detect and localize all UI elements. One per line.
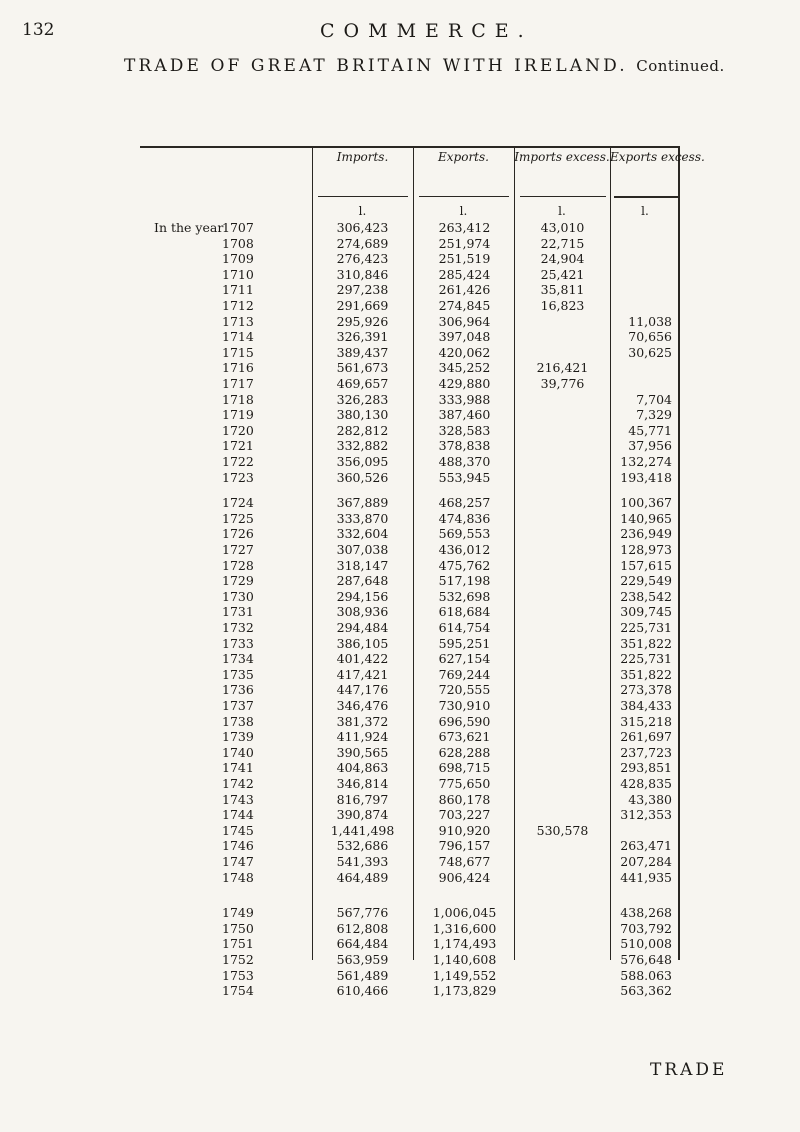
- cell-imports: 404,863: [336, 760, 389, 776]
- cell-exports-excess: 312,353: [620, 807, 672, 823]
- cell-year: 1732: [222, 620, 254, 635]
- cell-imports: 390,565: [336, 744, 389, 760]
- cell-exports: 306,964: [438, 313, 491, 329]
- table-row: [140, 936, 680, 952]
- table-row: [140, 952, 680, 968]
- cell-exports: 378,838: [438, 438, 491, 454]
- table-row: [140, 807, 680, 823]
- cell-imports: 1,441,498: [330, 822, 395, 838]
- cell-year: 1723: [222, 469, 254, 485]
- cell-year: 1708: [222, 235, 254, 251]
- cell-imports-excess: 35,811: [540, 282, 585, 298]
- cell-imports: 332,882: [336, 438, 389, 454]
- cell-year: 1730: [222, 588, 254, 604]
- cell-imports: 447,176: [336, 682, 389, 698]
- cell-year: 1707: [222, 220, 254, 235]
- cell-exports: 553,945: [438, 469, 491, 485]
- cell-exports-excess: 37,956: [628, 438, 672, 454]
- cell-year: 1733: [222, 635, 254, 651]
- cell-exports-excess: 576,648: [620, 952, 672, 967]
- cell-imports: 381,372: [336, 713, 389, 729]
- cell-imports-excess: 25,421: [540, 266, 585, 282]
- cell-exports-excess: 351,822: [620, 666, 672, 682]
- cell-year: 1753: [222, 967, 254, 983]
- cell-year: 1754: [222, 983, 254, 999]
- cell-exports-excess: 157,615: [620, 557, 672, 573]
- cell-imports: 291,669: [336, 298, 389, 313]
- cell-imports-excess: 39,776: [540, 376, 585, 391]
- cell-year: 1750: [222, 920, 254, 936]
- cell-exports: 1,173,829: [432, 983, 497, 999]
- cell-imports: 386,105: [336, 635, 389, 651]
- cell-year: 1713: [222, 313, 254, 329]
- cell-year: 1714: [222, 329, 254, 345]
- cell-year: 1742: [222, 776, 254, 791]
- cell-exports-excess: 30,625: [628, 344, 672, 360]
- cell-imports: 664,484: [336, 936, 389, 952]
- table-row: [140, 682, 680, 698]
- table-row: [140, 968, 680, 984]
- cell-exports: 345,252: [438, 360, 491, 376]
- cell-imports: 380,130: [336, 407, 389, 423]
- table-row: [140, 651, 680, 667]
- table-top-rule: [140, 146, 680, 148]
- cell-imports: 561,489: [336, 967, 389, 983]
- cell-imports: 816,797: [336, 791, 389, 807]
- cell-exports: 1,316,600: [432, 920, 497, 936]
- cell-exports-excess: 207,284: [620, 854, 672, 869]
- cell-year: 1721: [222, 438, 254, 454]
- cell-year: 1738: [222, 713, 254, 729]
- cell-exports: 468,257: [438, 495, 491, 511]
- cell-exports: 333,988: [438, 391, 491, 407]
- cell-imports: 294,484: [336, 620, 389, 635]
- header-underline: [318, 196, 408, 197]
- cell-exports: 627,154: [438, 651, 491, 667]
- cell-exports-excess: 315,218: [620, 713, 672, 729]
- table-row: [140, 792, 680, 808]
- cell-imports: 326,391: [336, 329, 389, 345]
- cell-imports: 610,466: [336, 983, 389, 999]
- table-row: [140, 745, 680, 761]
- cell-exports-excess: 229,549: [620, 573, 672, 589]
- cell-imports: 282,812: [336, 422, 389, 438]
- cell-exports-excess: 7,329: [636, 407, 672, 423]
- table-title: [124, 56, 800, 76]
- table-row: [140, 983, 680, 999]
- table-row: [140, 298, 680, 314]
- table-row: [140, 760, 680, 776]
- table-row: [140, 870, 680, 886]
- table-row: [140, 838, 680, 854]
- cell-exports-excess: 225,731: [620, 620, 672, 635]
- cell-imports: 276,423: [336, 251, 389, 267]
- unit-imports-excess: l.: [558, 204, 566, 218]
- cell-imports: 411,924: [336, 729, 389, 745]
- cell-exports-excess: 309,745: [620, 604, 672, 620]
- cell-year: 1743: [222, 791, 254, 807]
- table-row: [140, 698, 680, 714]
- cell-exports: 618,684: [438, 604, 491, 620]
- table-row: [140, 454, 680, 470]
- cell-exports-excess: 428,835: [620, 776, 672, 791]
- cell-exports: 775,650: [438, 776, 491, 791]
- table-row: [140, 854, 680, 870]
- cell-exports: 488,370: [438, 454, 491, 469]
- table-row: [140, 604, 680, 620]
- cell-year: 1728: [222, 557, 254, 573]
- cell-exports-excess: 351,822: [620, 635, 672, 651]
- cell-imports: 287,648: [336, 573, 389, 589]
- title-text: TRADE OF GREAT BRITAIN WITH IRELAND.: [124, 56, 628, 76]
- trade-table: [140, 146, 705, 999]
- cell-imports-excess: 216,421: [536, 360, 589, 376]
- cell-year: 1745: [222, 822, 254, 838]
- cell-exports: 698,715: [438, 760, 491, 776]
- cell-imports: 274,689: [336, 235, 389, 251]
- cell-imports: 469,657: [336, 376, 389, 391]
- table-row: [140, 376, 680, 392]
- cell-imports: 326,283: [336, 391, 389, 407]
- cell-year: 1719: [222, 407, 254, 423]
- cell-year: 1711: [222, 282, 254, 298]
- cell-year: 1725: [222, 510, 254, 526]
- cell-year: 1718: [222, 391, 254, 407]
- cell-imports: 390,874: [336, 807, 389, 823]
- cell-exports-excess: 261,697: [620, 729, 672, 745]
- cell-imports-excess: 16,823: [540, 298, 585, 313]
- cell-imports: 307,038: [336, 542, 389, 557]
- header-underline: [520, 196, 606, 197]
- cell-imports-excess: 22,715: [540, 235, 585, 251]
- cell-imports: 360,526: [336, 469, 389, 485]
- cell-exports: 628,288: [438, 744, 491, 760]
- cell-exports-excess: 128,973: [620, 542, 672, 557]
- cell-exports-excess: 263,471: [620, 838, 672, 854]
- cell-exports: 532,698: [438, 588, 491, 604]
- table-row: [140, 573, 680, 589]
- table-row: [140, 470, 680, 486]
- cell-imports: 464,489: [336, 869, 389, 885]
- cell-year: 1740: [222, 744, 254, 760]
- cell-year: 1716: [222, 360, 254, 376]
- cell-imports: 346,476: [336, 698, 389, 713]
- table-row: [140, 589, 680, 605]
- cell-exports: 748,677: [438, 854, 491, 869]
- cell-imports: 367,889: [336, 495, 389, 511]
- cell-exports: 474,836: [438, 510, 491, 526]
- cell-imports: 356,095: [336, 454, 389, 469]
- cell-year: 1724: [222, 495, 254, 511]
- header-exports: Exports.: [438, 150, 489, 164]
- cell-exports: 397,048: [438, 329, 491, 345]
- table-row: [140, 905, 680, 921]
- cell-exports: 1,140,608: [432, 952, 497, 967]
- cell-exports-excess: 510,008: [620, 936, 672, 952]
- cell-exports: 696,590: [438, 713, 491, 729]
- catchword: TRADE: [650, 1060, 728, 1080]
- cell-exports-excess: 140,965: [620, 510, 672, 526]
- cell-year: 1749: [222, 905, 254, 921]
- cell-year: 1729: [222, 573, 254, 589]
- cell-exports: 263,412: [438, 220, 491, 235]
- cell-imports: 389,437: [336, 344, 389, 360]
- cell-exports: 860,178: [438, 791, 491, 807]
- cell-exports: 261,426: [438, 282, 491, 298]
- cell-exports: 796,157: [438, 838, 491, 854]
- cell-exports: 769,244: [438, 666, 491, 682]
- cell-year: 1739: [222, 729, 254, 745]
- cell-exports-excess: 193,418: [620, 469, 672, 485]
- cell-exports: 673,621: [438, 729, 491, 745]
- cell-exports: 517,198: [438, 573, 491, 589]
- cell-exports-excess: 43,380: [628, 791, 672, 807]
- cell-exports: 569,553: [438, 526, 491, 542]
- cell-exports-excess: 7,704: [636, 391, 672, 407]
- table-row: [140, 542, 680, 558]
- cell-exports: 1,149,552: [432, 967, 497, 983]
- cell-exports-excess: 438,268: [620, 905, 672, 921]
- cell-year: 1734: [222, 651, 254, 667]
- table-row: [140, 392, 680, 408]
- cell-exports-excess: 293,851: [620, 760, 672, 776]
- table-row: [140, 423, 680, 439]
- table-row: [140, 282, 680, 298]
- table-row: [140, 220, 680, 236]
- cell-imports: 561,673: [336, 360, 389, 376]
- table-row: [140, 495, 680, 511]
- table-row: [140, 267, 680, 283]
- cell-imports: 294,156: [336, 588, 389, 604]
- cell-exports: 387,460: [438, 407, 491, 423]
- cell-imports: 563,959: [336, 952, 389, 967]
- running-head: COMMERCE.: [320, 20, 533, 42]
- cell-exports: 475,762: [438, 557, 491, 573]
- cell-imports: 332,604: [336, 526, 389, 542]
- cell-imports: 401,422: [336, 651, 389, 667]
- cell-exports-excess: 132,274: [620, 454, 672, 469]
- cell-imports: 318,147: [336, 557, 389, 573]
- cell-imports-excess: 530,578: [536, 822, 589, 838]
- table-row: [140, 407, 680, 423]
- cell-year: 1726: [222, 526, 254, 542]
- header-imports-excess: Imports excess.: [514, 150, 610, 164]
- table-row: [140, 526, 680, 542]
- cell-year: 1735: [222, 666, 254, 682]
- cell-year: 1751: [222, 936, 254, 952]
- cell-exports: 910,920: [438, 822, 491, 838]
- cell-imports: 297,238: [336, 282, 389, 298]
- row-prefix: In the year: [154, 220, 224, 235]
- cell-exports: 436,012: [438, 542, 491, 557]
- cell-year: 1746: [222, 838, 254, 854]
- cell-year: 1748: [222, 869, 254, 885]
- table-row: [140, 620, 680, 636]
- cell-imports: 306,423: [336, 220, 389, 235]
- table-row: [140, 776, 680, 792]
- cell-exports-excess: 273,378: [620, 682, 672, 698]
- cell-exports: 614,754: [438, 620, 491, 635]
- cell-year: 1747: [222, 854, 254, 869]
- cell-year: 1736: [222, 682, 254, 698]
- cell-year: 1752: [222, 952, 254, 967]
- cell-exports: 595,251: [438, 635, 491, 651]
- page-number: 132: [22, 20, 55, 40]
- cell-imports: 541,393: [336, 854, 389, 869]
- cell-imports: 333,870: [336, 510, 389, 526]
- cell-exports-excess: 225,731: [620, 651, 672, 667]
- cell-year: 1709: [222, 251, 254, 267]
- header-underline: [614, 196, 678, 198]
- header-exports-excess: Exports excess.: [610, 150, 705, 164]
- cell-imports: 612,808: [336, 920, 389, 936]
- cell-imports: 346,814: [336, 776, 389, 791]
- cell-exports: 906,424: [438, 869, 491, 885]
- unit-exports: l.: [459, 204, 468, 218]
- cell-exports-excess: 237,723: [620, 744, 672, 760]
- cell-exports: 1,174,493: [432, 936, 497, 952]
- cell-year: 1744: [222, 807, 254, 823]
- table-row: [140, 823, 680, 839]
- cell-year: 1737: [222, 698, 254, 713]
- unit-imports: l.: [358, 204, 367, 218]
- cell-exports-excess: 45,771: [628, 422, 672, 438]
- cell-year: 1715: [222, 344, 254, 360]
- cell-imports-excess: 24,904: [540, 251, 585, 267]
- cell-imports: 417,421: [336, 666, 389, 682]
- cell-imports: 295,926: [336, 313, 389, 329]
- cell-exports: 328,583: [438, 422, 491, 438]
- cell-exports: 703,227: [438, 807, 491, 823]
- cell-imports-excess: 43,010: [540, 220, 585, 235]
- cell-exports-excess: 441,935: [620, 869, 672, 885]
- cell-exports: 420,062: [438, 344, 491, 360]
- cell-exports: 429,880: [438, 376, 491, 391]
- cell-year: 1720: [222, 422, 254, 438]
- cell-imports: 310,846: [336, 266, 389, 282]
- cell-exports-excess: 238,542: [620, 588, 672, 604]
- cell-exports: 251,519: [438, 251, 491, 267]
- cell-year: 1722: [222, 454, 254, 469]
- table-row: [140, 345, 680, 361]
- table-row: [140, 921, 680, 937]
- cell-year: 1717: [222, 376, 254, 391]
- header-imports: Imports.: [336, 150, 389, 164]
- table-row: [140, 714, 680, 730]
- table-row: [140, 558, 680, 574]
- table-row: [140, 636, 680, 652]
- cell-exports-excess: 384,433: [620, 698, 672, 713]
- table-row: [140, 329, 680, 345]
- cell-exports: 1,006,045: [432, 905, 497, 921]
- cell-year: 1710: [222, 266, 254, 282]
- table-row: [140, 236, 680, 252]
- cell-exports-excess: 100,367: [620, 495, 672, 511]
- table-row: [140, 729, 680, 745]
- cell-exports: 720,555: [438, 682, 491, 698]
- table-row: [140, 251, 680, 267]
- cell-exports: 285,424: [438, 266, 491, 282]
- cell-year: 1712: [222, 298, 254, 313]
- cell-year: 1727: [222, 542, 254, 557]
- table-row: [140, 314, 680, 330]
- cell-exports-excess: 70,656: [628, 329, 672, 345]
- header-underline: [419, 196, 509, 197]
- cell-year: 1741: [222, 760, 254, 776]
- table-row: [140, 360, 680, 376]
- table-row: [140, 438, 680, 454]
- cell-year: 1731: [222, 604, 254, 620]
- cell-exports: 730,910: [438, 698, 491, 713]
- table-row: [140, 667, 680, 683]
- cell-imports: 532,686: [336, 838, 389, 854]
- cell-exports-excess: 563,362: [620, 983, 672, 999]
- cell-exports-excess: 588.063: [620, 967, 672, 983]
- unit-exports-excess: l.: [641, 204, 649, 218]
- cell-imports: 567,776: [336, 905, 389, 921]
- cell-exports-excess: 703,792: [620, 920, 672, 936]
- cell-exports-excess: 11,038: [628, 313, 672, 329]
- cell-imports: 308,936: [336, 604, 389, 620]
- cell-exports: 251,974: [438, 235, 491, 251]
- title-continued: Continued.: [636, 57, 725, 75]
- table-row: [140, 511, 680, 527]
- cell-exports: 274,845: [438, 298, 491, 313]
- cell-exports-excess: 236,949: [620, 526, 672, 542]
